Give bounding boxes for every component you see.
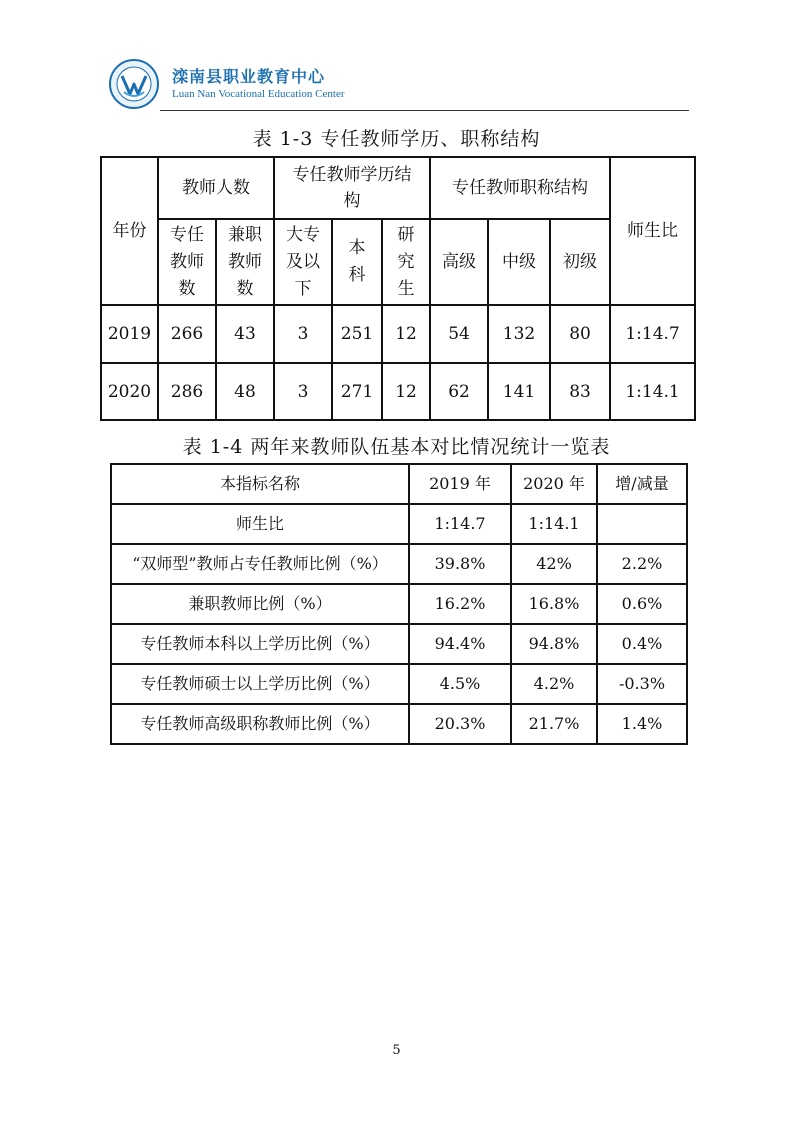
org-name-en: Luan Nan Vocational Education Center <box>172 88 345 100</box>
table-cell: 16.2% <box>409 584 511 624</box>
table-cell: 251 <box>332 305 382 363</box>
table-cell: 兼职教师比例（%） <box>111 584 409 624</box>
table-cell: 专任教师硕士以上学历比例（%） <box>111 664 409 704</box>
table-cell: 21.7% <box>511 704 597 744</box>
header-bachelor-text: 本科 <box>348 238 366 285</box>
table-cell: 266 <box>158 305 216 363</box>
header-graduate-text: 研究生 <box>397 224 415 299</box>
table-cell: 4.5% <box>409 664 511 704</box>
table-header-row <box>111 464 687 504</box>
header-divider <box>160 110 689 111</box>
table-cell: 专任教师本科以上学历比例（%） <box>111 624 409 664</box>
school-logo-icon <box>108 58 160 110</box>
table-cell: 2019 <box>101 305 158 363</box>
table-cell: 48 <box>216 363 274 420</box>
table-cell: “双师型”教师占专任教师比例（%） <box>111 544 409 584</box>
table-row <box>101 363 695 420</box>
table-cell: 专任教师高级职称教师比例（%） <box>111 704 409 744</box>
table-row <box>111 664 687 704</box>
table-row <box>111 584 687 624</box>
header-parttime <box>216 219 274 305</box>
table-cell: 12 <box>382 305 430 363</box>
table1-caption: 表 1-3 专任教师学历、职称结构 <box>252 128 541 150</box>
table-cell: 1:14.1 <box>511 504 597 544</box>
table-cell: 2020 <box>101 363 158 420</box>
header-year: 年份 <box>101 157 158 305</box>
header-indicator: 本指标名称 <box>111 464 409 504</box>
table-row <box>111 704 687 744</box>
table-cell: 3 <box>274 305 332 363</box>
header-fulltime-text: 专任教师数 <box>169 224 204 299</box>
table-row <box>111 504 687 544</box>
header-education-text: 专任教师学历结构 <box>292 165 412 211</box>
header-title-structure: 专任教师职称结构 <box>430 157 610 219</box>
table-cell: 132 <box>488 305 550 363</box>
table-cell: 94.4% <box>409 624 511 664</box>
table-cell: 62 <box>430 363 488 420</box>
table-row <box>111 544 687 584</box>
table-cell: 16.8% <box>511 584 597 624</box>
page-number: 5 <box>392 1043 401 1058</box>
header-senior: 高级 <box>430 219 488 305</box>
header-parttime-text: 兼职教师数 <box>227 224 262 299</box>
table-cell: 43 <box>216 305 274 363</box>
header-teacher-count: 教师人数 <box>158 157 274 219</box>
table-cell: 师生比 <box>111 504 409 544</box>
table-cell: 141 <box>488 363 550 420</box>
table-cell: 1:14.1 <box>610 363 695 420</box>
header-education-structure <box>274 157 430 219</box>
table2-caption: 表 1-4 两年来教师队伍基本对比情况统计一览表 <box>182 436 611 458</box>
table-cell: -0.3% <box>597 664 687 704</box>
table-cell: 2.2% <box>597 544 687 584</box>
table-cell: 20.3% <box>409 704 511 744</box>
page-header <box>108 58 688 112</box>
table-cell: 1.4% <box>597 704 687 744</box>
table-cell: 39.8% <box>409 544 511 584</box>
table-cell: 1:14.7 <box>610 305 695 363</box>
table-cell: 80 <box>550 305 610 363</box>
header-below-college <box>274 219 332 305</box>
header-graduate <box>382 219 430 305</box>
table-cell: 4.2% <box>511 664 597 704</box>
header-2019: 2019 年 <box>409 464 511 504</box>
table-cell: 3 <box>274 363 332 420</box>
header-change: 增/减量 <box>597 464 687 504</box>
table-cell: 54 <box>430 305 488 363</box>
org-name-cn: 滦南县职业教育中心 <box>172 67 326 86</box>
table-cell <box>597 504 687 544</box>
comparison-table <box>110 463 688 745</box>
header-below-text: 大专及以下 <box>285 224 320 299</box>
header-bachelor <box>332 219 382 305</box>
header-ratio: 师生比 <box>610 157 695 305</box>
header-2020: 2020 年 <box>511 464 597 504</box>
teacher-structure-table <box>100 156 696 421</box>
table-row <box>111 624 687 664</box>
table-cell: 83 <box>550 363 610 420</box>
table-cell: 0.6% <box>597 584 687 624</box>
table-cell: 271 <box>332 363 382 420</box>
header-fulltime <box>158 219 216 305</box>
header-middle: 中级 <box>488 219 550 305</box>
header-junior: 初级 <box>550 219 610 305</box>
table-row <box>101 305 695 363</box>
table-cell: 286 <box>158 363 216 420</box>
table-cell: 1:14.7 <box>409 504 511 544</box>
table-cell: 94.8% <box>511 624 597 664</box>
table-cell: 0.4% <box>597 624 687 664</box>
table-cell: 42% <box>511 544 597 584</box>
table-cell: 12 <box>382 363 430 420</box>
